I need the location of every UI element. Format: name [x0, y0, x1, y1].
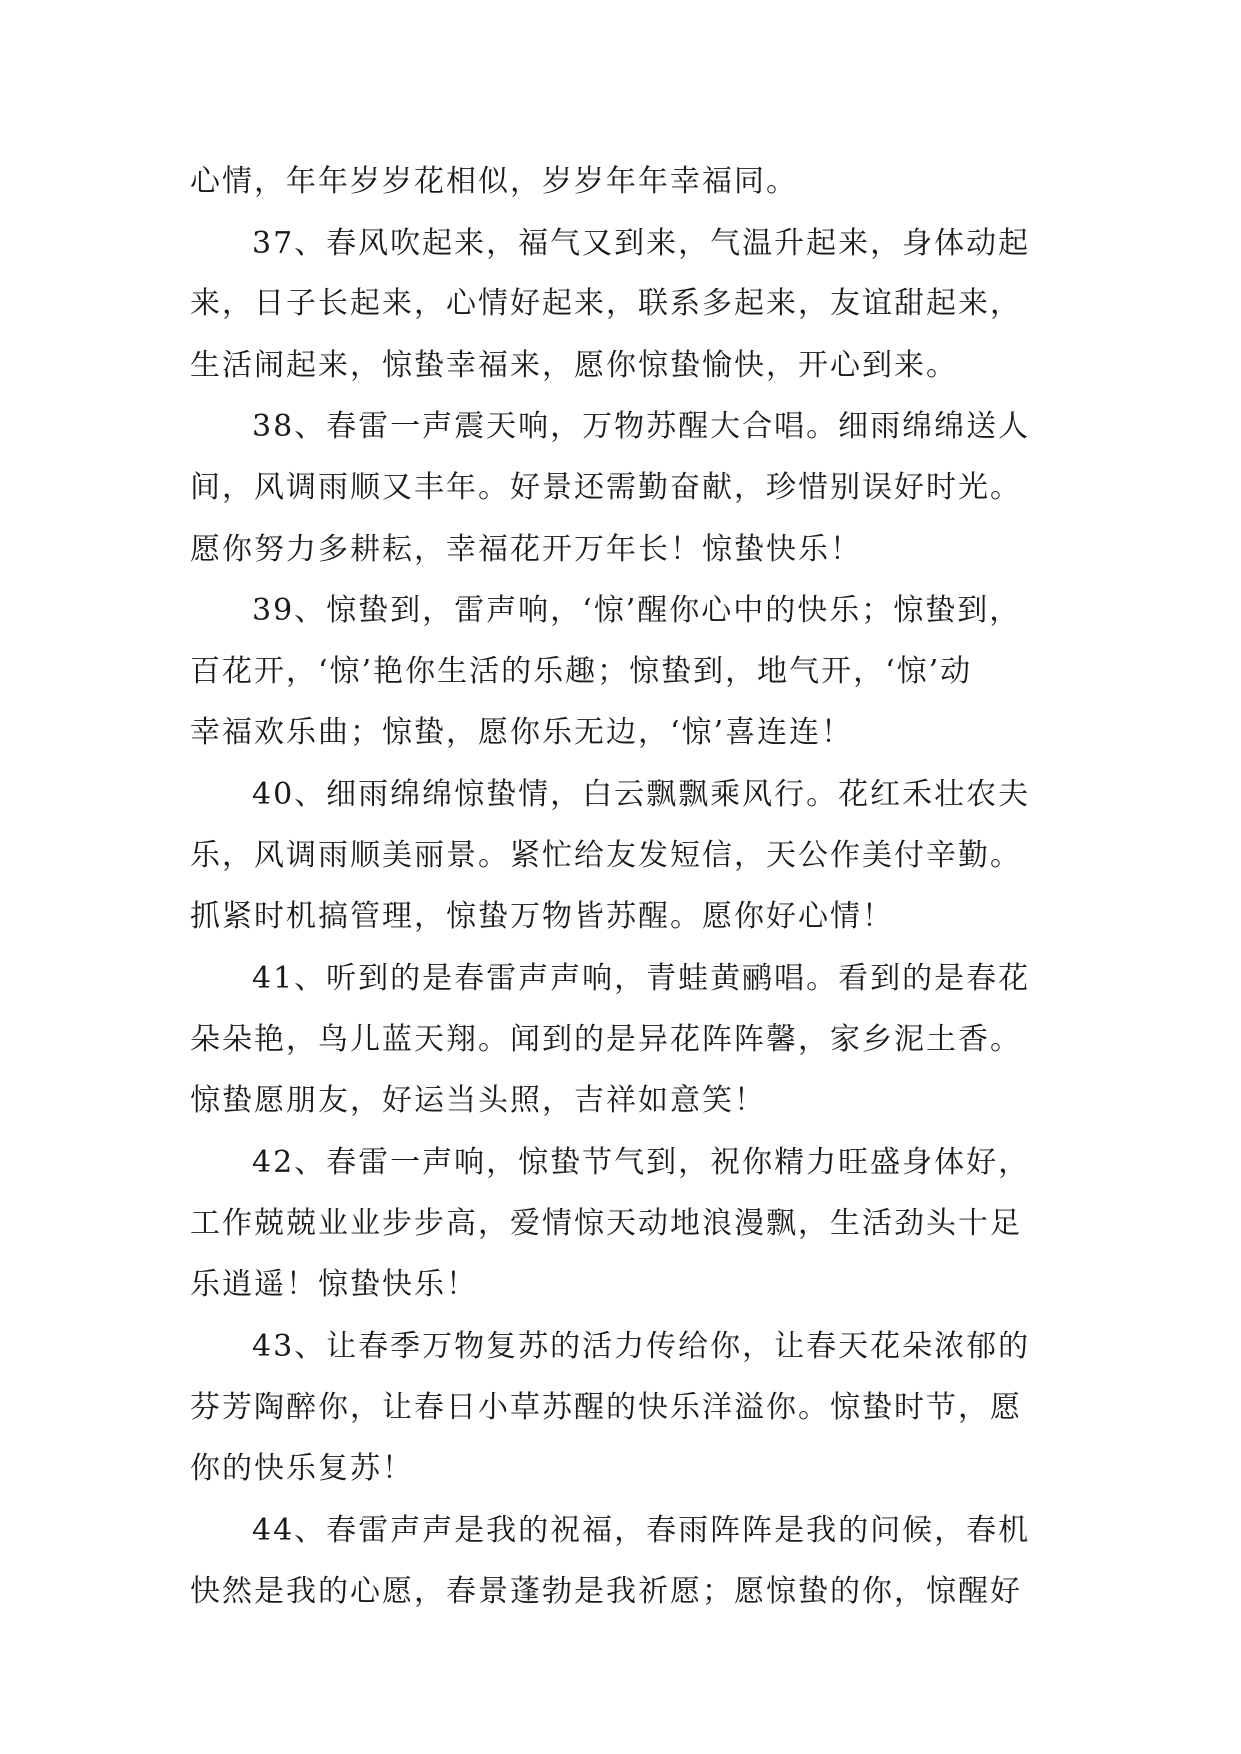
text-line: 幸福欢乐曲；惊蛰，愿你乐无边，‘惊’喜连连！: [190, 715, 854, 750]
text-line: 来，日子长起来，心情好起来，联系多起来，友谊甜起来，: [190, 286, 1022, 321]
text-line: 41、听到的是春雷声声响，青蛙黄鹂唱。看到的是春花: [252, 961, 1031, 996]
text-line: 生活闹起来，惊蛰幸福来，愿你惊蛰愉快，开心到来。: [190, 348, 958, 383]
text-line: 朵朵艳，鸟儿蓝天翔。闻到的是异花阵阵馨，家乡泥土香。: [190, 1022, 1022, 1057]
text-line: 40、细雨绵绵惊蛰情，白云飘飘乘风行。花红禾壮农夫: [252, 777, 1031, 812]
text-line: 愿你努力多耕耘，幸福花开万年长！惊蛰快乐！: [190, 532, 862, 567]
text-line: 42、春雷一声响，惊蛰节气到，祝你精力旺盛身体好，: [252, 1145, 1031, 1180]
text-line: 39、惊蛰到，雷声响，‘惊’醒你心中的快乐；惊蛰到，: [252, 593, 1022, 628]
text-line: 乐逍遥！惊蛰快乐！: [190, 1267, 478, 1302]
text-line: 抓紧时机搞管理，惊蛰万物皆苏醒。愿你好心情！: [190, 899, 894, 934]
text-line: 乐，风调雨顺美丽景。紧忙给友发短信，天公作美付辛勤。: [190, 838, 1022, 873]
text-line: 百花开，‘惊’艳你生活的乐趣；惊蛰到，地气开，‘惊’动: [190, 654, 973, 689]
text-line: 44、春雷声声是我的祝福，春雨阵阵是我的问候，春机: [252, 1513, 1031, 1548]
text-line: 工作兢兢业业步步高，爱情惊天动地浪漫飘，生活劲头十足: [190, 1206, 1022, 1241]
text-line: 间，风调雨顺又丰年。好景还需勤奋献，珍惜别误好时光。: [190, 470, 1022, 505]
text-line: 心情，年年岁岁花相似，岁岁年年幸福同。: [190, 164, 798, 199]
text-line: 快然是我的心愿，春景蓬勃是我祈愿；愿惊蛰的你，惊醒好: [190, 1574, 1022, 1609]
text-line: 38、春雷一声震天响，万物苏醒大合唱。细雨绵绵送人: [252, 409, 1031, 444]
text-line: 你的快乐复苏！: [190, 1451, 414, 1486]
text-line: 43、让春季万物复苏的活力传给你，让春天花朵浓郁的: [252, 1329, 1031, 1364]
text-line: 芬芳陶醉你，让春日小草苏醒的快乐洋溢你。惊蛰时节，愿: [190, 1390, 1022, 1425]
text-line: 惊蛰愿朋友，好运当头照，吉祥如意笑！: [190, 1083, 766, 1118]
text-line: 37、春风吹起来，福气又到来，气温升起来，身体动起: [252, 226, 1031, 261]
